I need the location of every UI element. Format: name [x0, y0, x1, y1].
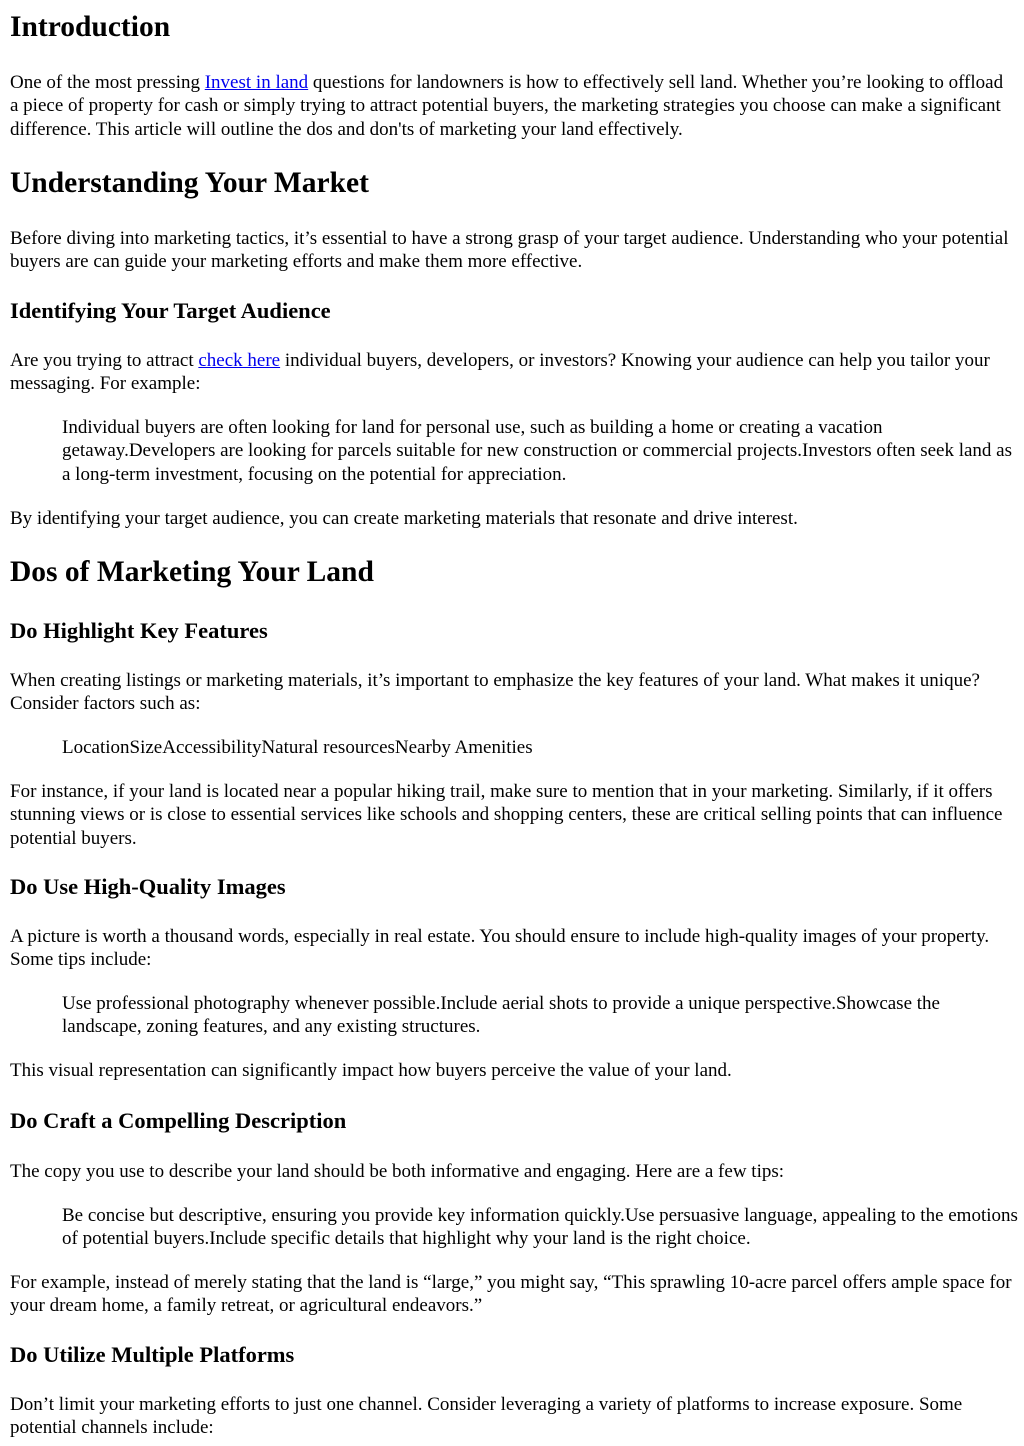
platforms-paragraph: Don’t limit your marketing efforts to just one channel. Consider leveraging a variety of platforms to increase exposure. Some potential channels include: — [10, 1394, 963, 1439]
target-summary-paragraph: By identifying your target audience, you can create marketing materials that resonate and drive interest. — [10, 508, 798, 529]
subheading-high-quality-images: Do Use High-Quality Images — [10, 874, 286, 899]
description-example-paragraph: For example, instead of merely stating that the land is “large,” you might say, “This sprawling 10-acre parcel offers ample space for your dream home, a family retreat, or agricultural endeavors.” — [10, 1272, 1012, 1317]
section-heading-introduction: Introduction — [10, 11, 171, 43]
features-paragraph: When creating listings or marketing materials, it’s important to emphasize the key features of your land. What makes it unique? Consider factors such as: — [10, 670, 980, 715]
intro-paragraph — [10, 71, 1014, 141]
description-paragraph: The copy you use to describe your land should be both informative and engaging. Here are a few tips: — [10, 1161, 785, 1182]
section-heading-understanding-market: Understanding Your Market — [10, 167, 369, 199]
intro-text-after-link: questions for landowners is how to effectively sell land. Whether you’re looking to offload a piece of property for cash or simply trying to attract potential buyers, the marketing strategies you choose can make a significant difference. This article will outline the dos and don'ts of marketing your land effectively. — [10, 72, 1004, 140]
subheading-key-features: Do Highlight Key Features — [10, 618, 268, 643]
check-here-link[interactable]: check here — [198, 350, 281, 371]
features-example-paragraph: For instance, if your land is located near a popular hiking trail, make sure to mention that in your marketing. Similarly, if it offers stunning views or is close to essential services like schools and shopping centers, these are critical selling points that can influence potential buyers. — [10, 781, 1003, 849]
target-paragraph — [10, 349, 1014, 396]
description-tips-list: Be concise but descriptive, ensuring you provide key information quickly.Use persuasive language, appealing to the emotions of potential buyers.Include specific details that highlight why your land is the right choice. — [62, 1205, 1018, 1250]
images-tips-list: Use professional photography whenever possible.Include aerial shots to provide a unique perspective.Showcase the landscape, zoning features, and any existing structures. — [62, 993, 940, 1038]
intro-text-before-link: One of the most pressing — [10, 72, 205, 93]
target-audience-list: Individual buyers are often looking for land for personal use, such as building a home or creating a vacation getaway.Developers are looking for parcels suitable for new construction or commercial projects.Investors often seek land as a long-term investment, focusing on the potential for appreciation. — [62, 417, 1013, 485]
section-heading-dos: Dos of Marketing Your Land — [10, 556, 374, 588]
target-text-after-link: individual buyers, developers, or investors? Knowing your audience can help you tailor your messaging. For example: — [10, 350, 990, 395]
images-summary-paragraph: This visual representation can significantly impact how buyers perceive the value of your land. — [10, 1060, 732, 1081]
subheading-compelling-description: Do Craft a Compelling Description — [10, 1108, 347, 1133]
features-list: LocationSizeAccessibilityNatural resourcesNearby Amenities — [62, 737, 533, 758]
subheading-target-audience: Identifying Your Target Audience — [10, 298, 331, 323]
images-paragraph: A picture is worth a thousand words, especially in real estate. You should ensure to include high-quality images of your property. Some tips include: — [10, 926, 990, 971]
target-text-before-link: Are you trying to attract — [10, 350, 199, 371]
market-paragraph: Before diving into marketing tactics, it’s essential to have a strong grasp of your target audience. Understanding who your potential buyers are can guide your marketing efforts and make them more effective. — [10, 228, 1009, 273]
invest-in-land-link[interactable]: Invest in land — [204, 72, 309, 93]
subheading-multiple-platforms: Do Utilize Multiple Platforms — [10, 1342, 295, 1367]
